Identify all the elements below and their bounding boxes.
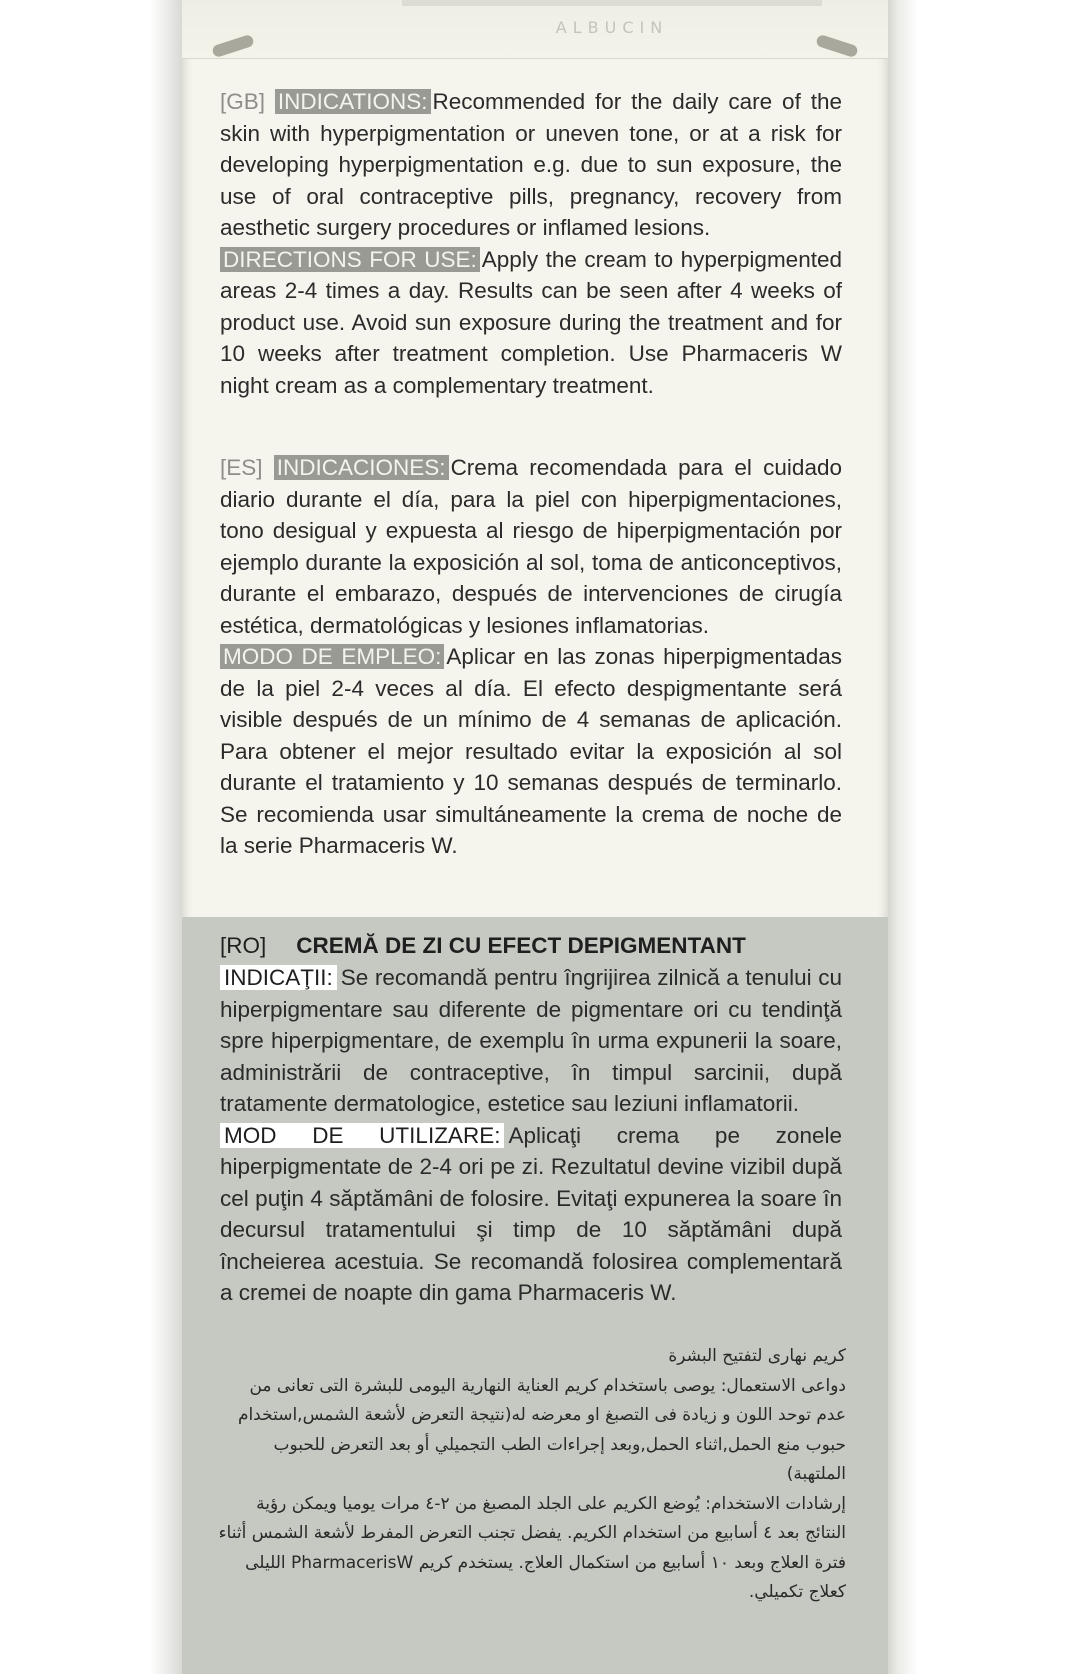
es-usage-label: MODO DE EMPLEO:: [220, 644, 444, 669]
es-indications: [220, 452, 842, 641]
ro-indications-text: Se recomandă pentru îngrijirea zilnică a tenului cu hiperpigmentare sau diferente de pigmentare ori cu tendinţă spre hiperpigmentare, de exemplu în urma expunerii la soare, administrării de contraceptive, în timpul sarcinii, după tratamente dermatologice, estetice sau leziuni inflamatorii.: [220, 965, 842, 1116]
gb-indications-label: INDICATIONS:: [275, 89, 431, 114]
ar-title: كريم نهارى لتفتيح البشرة: [668, 1346, 846, 1366]
ro-heading: [220, 930, 842, 962]
gb-indications: [220, 86, 842, 244]
es-usage: [220, 641, 842, 862]
ro-indications-label: INDICAŢII:: [220, 965, 337, 990]
fold-mark-right: [815, 34, 859, 58]
lang-tag-es: [ES]: [220, 455, 263, 480]
fold-mark-left: [211, 34, 255, 58]
ro-usage: [220, 1120, 842, 1309]
box-top-flap: [182, 0, 888, 59]
es-indications-label: INDICACIONES:: [274, 455, 449, 480]
ro-usage-text: Aplicaţi crema pe zonele hiperpigmentate de 2-4 ori pe zi. Rezultatul devine vizibil după cel puţin 4 săptămâni de folosire. Evitaţi expunerea la soare în decursul tratamentului şi timp de 10 săptămâni după încheierea acestuia. Se recomandă folosirea complementară a cremei de noapte din gama Pharmaceris W.: [220, 1122, 842, 1305]
section-ro: [220, 930, 842, 1309]
ro-title: CREMĂ DE ZI CU EFECT DEPIGMENTANT: [296, 933, 746, 958]
ar-indications-text: دواعى الاستعمال: يوصى باستخدام كريم العناية النهارية اليومى للبشرة التى تعانى من عدم توحد اللون و زيادة فى التصبغ او معرضه له(نتيجة التعرض لأشعة الشمس,استخدام حبوب منع الحمل,اثناء الحمل,وبعد إجراءات الطب التجميلي أو بعد التعرض للحبوب الملتهبة): [237, 1375, 846, 1484]
product-box-back: [182, 0, 888, 1674]
gb-directions-label: DIRECTIONS FOR USE:: [220, 247, 480, 272]
flap-brand-text: ALBUCIN: [555, 18, 669, 37]
gb-directions-text: Apply the cream to hyperpigmented areas 2-4 times a day. Results can be seen after 4 weeks of product use. Avoid sun exposure during the treatment and for 10 weeks after treatment completion. Use Pharmaceris W night cream as a complementary treatment.: [220, 246, 842, 398]
section-es: [220, 452, 842, 862]
gb-directions: [220, 244, 842, 402]
es-usage-text: Aplicar en las zonas hiperpigmentadas de la piel 2-4 veces al día. El efecto despigmentante será visible después de un mínimo de 4 semanas de aplicación. Para obtener el mejor resultado evitar la exposición al sol durante el tratamiento y 10 semanas después de terminarlo. Se recomienda usar simultáneamente la crema de noche de la serie Pharmaceris W.: [220, 644, 842, 858]
gb-indications-text: Recommended for the daily care of the skin with hyperpigmentation or uneven tone, or at a risk for developing hyperpigmentation e.g. due to sun exposure, the use of oral contraceptive pills, pregnancy, recovery from aesthetic surgery procedures or inflamed lesions.: [220, 89, 842, 240]
es-indications-text: Crema recomendada para el cuidado diario durante el día, para la piel con hiperpigmentaciones, tono desigual y expuesta al riesgo de hiperpigmentación por ejemplo durante la exposición al sol, toma de anticonceptivos, durante el embarazo, después de intervenciones de cirugía estética, dermatológicas y lesiones inflamatorias.: [220, 455, 842, 638]
flap-strip: [402, 0, 822, 6]
section-ar: [216, 1342, 846, 1608]
lang-tag-ro: [RO]: [220, 933, 267, 958]
background-right: [888, 0, 1066, 1674]
ro-indications: [220, 962, 842, 1120]
ar-directions-text: إرشادات الاستخدام: يُوضع الكريم على الجلد المصبغ من ٢-٤ مرات يوميا ويمكن رؤية النتائج بعد ٤ أسابيع من استخدام الكريم. يفضل تجنب التعرض المفرط لأشعة الشمس أثناء فترة العلاج وبعد ١٠ أسابيع من استكمال العلاج. يستخدم كريم PharmacerisW الليلى كعلاج تكميلي.: [218, 1493, 846, 1602]
lang-tag-gb: [GB]: [220, 89, 266, 114]
background-left: [0, 0, 182, 1674]
section-gb: [220, 86, 842, 401]
ro-usage-label: MOD DE UTILIZARE:: [220, 1123, 504, 1148]
